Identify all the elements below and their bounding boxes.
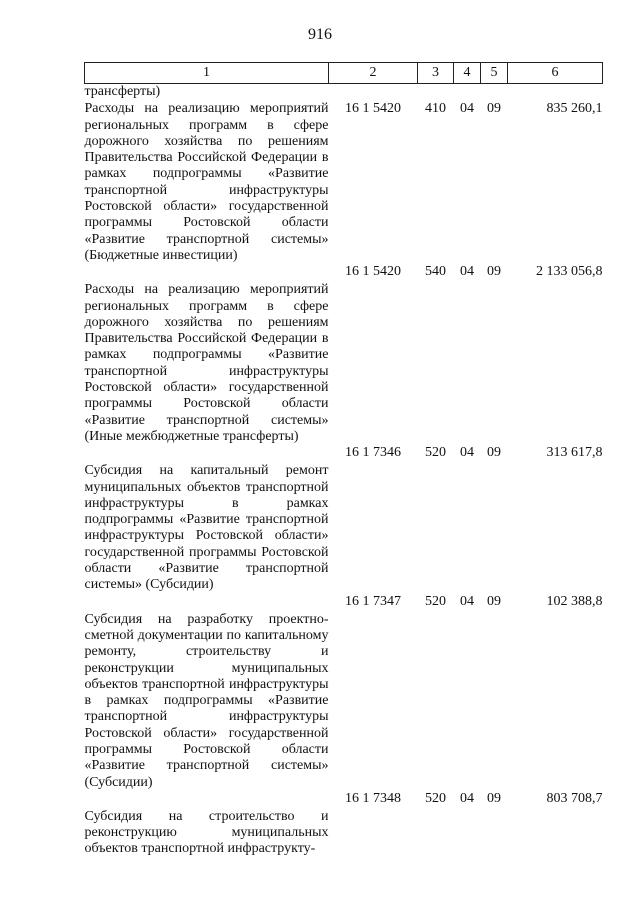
row-description: Субсидия на разработку проектно-сметной документации по капитальному ремонту, строительству и реконструкции муниципальных объектов транспортной инфраструктуры в рамках подпрограммы «Развитие транспортной инфраструктуры Ростовской области» государственной программы Ростовской области «Развитие транспортной системы» (Субсидии) [84,611,329,790]
row-vr: 540 [425,264,446,280]
header-col-4: 4 [454,63,481,84]
row-pr: 09 [487,101,501,117]
header-col-3: 3 [418,63,454,84]
table-header [85,63,603,84]
row-description: Расходы на реализацию мероприятий региональных программ в сфере дорожного хозяйства по решениям Правительства Российской Федерации в рамках подпрограммы «Развитие транспортной инфраструктуры Ростовской области» государственной программы Ростовской области «Развитие транспортной системы» (Бюджетные инвестиции) [84,101,329,263]
row-vr: 520 [425,445,446,461]
row-description: Субсидия на капитальный ремонт муниципальных объектов транспортной инфраструктуры в рамках подпрограммы «Развитие транспортной инфраструктуры Ростовской области» государственной программы Ростовской области «Развитие транспортной системы» (Субсидии) [84,463,329,593]
row-amount: 803 708,7 [546,790,603,806]
row-description: Расходы на реализацию мероприятий региональных программ в сфере дорожного хозяйства по решениям Правительства Российской Федерации в рамках подпрограммы «Развитие транспортной инфраструктуры Ростовской области» государственной программы Ростовской области «Развитие транспортной системы» (Иные межбюджетные трансферты) [84,282,329,444]
row-csr: 16 1 7348 [345,790,401,806]
row-rz: 04 [460,101,474,117]
continuation-text: трансферты) [84,84,161,99]
table-row [85,594,603,791]
row-pr: 09 [487,790,501,806]
row-description: Субсидия на строительство и реконструкцию муниципальных объектов транспортной инфраструкту- [84,808,329,857]
row-amount: 2 133 056,8 [536,264,603,280]
row-csr: 16 1 7346 [345,445,401,461]
row-rz: 04 [460,593,474,609]
row-vr: 520 [425,593,446,609]
row-pr: 09 [487,264,501,280]
row-rz: 04 [460,264,474,280]
row-amount: 835 260,1 [546,101,603,117]
row-csr: 16 1 7347 [345,593,401,609]
table-row [85,445,603,593]
row-amount: 313 617,8 [546,445,603,461]
row-pr: 09 [487,445,501,461]
row-rz: 04 [460,445,474,461]
header-row [85,63,603,84]
row-vr: 520 [425,790,446,806]
row-csr: 16 1 5420 [345,264,401,280]
row-csr: 16 1 5420 [345,101,401,117]
table-row [85,100,603,264]
header-col-1: 1 [85,63,329,84]
row-vr: 410 [425,101,446,117]
row-pr: 09 [487,593,501,609]
row-amount: 102 388,8 [546,593,603,609]
budget-table [84,62,603,858]
table-row [85,791,603,858]
table-row [85,264,603,445]
row-rz: 04 [460,790,474,806]
header-col-2: 2 [329,63,418,84]
header-col-5: 5 [481,63,508,84]
header-col-6: 6 [508,63,603,84]
table-body [85,84,603,858]
page-number: 916 [308,26,332,43]
continuation-row [85,84,603,101]
